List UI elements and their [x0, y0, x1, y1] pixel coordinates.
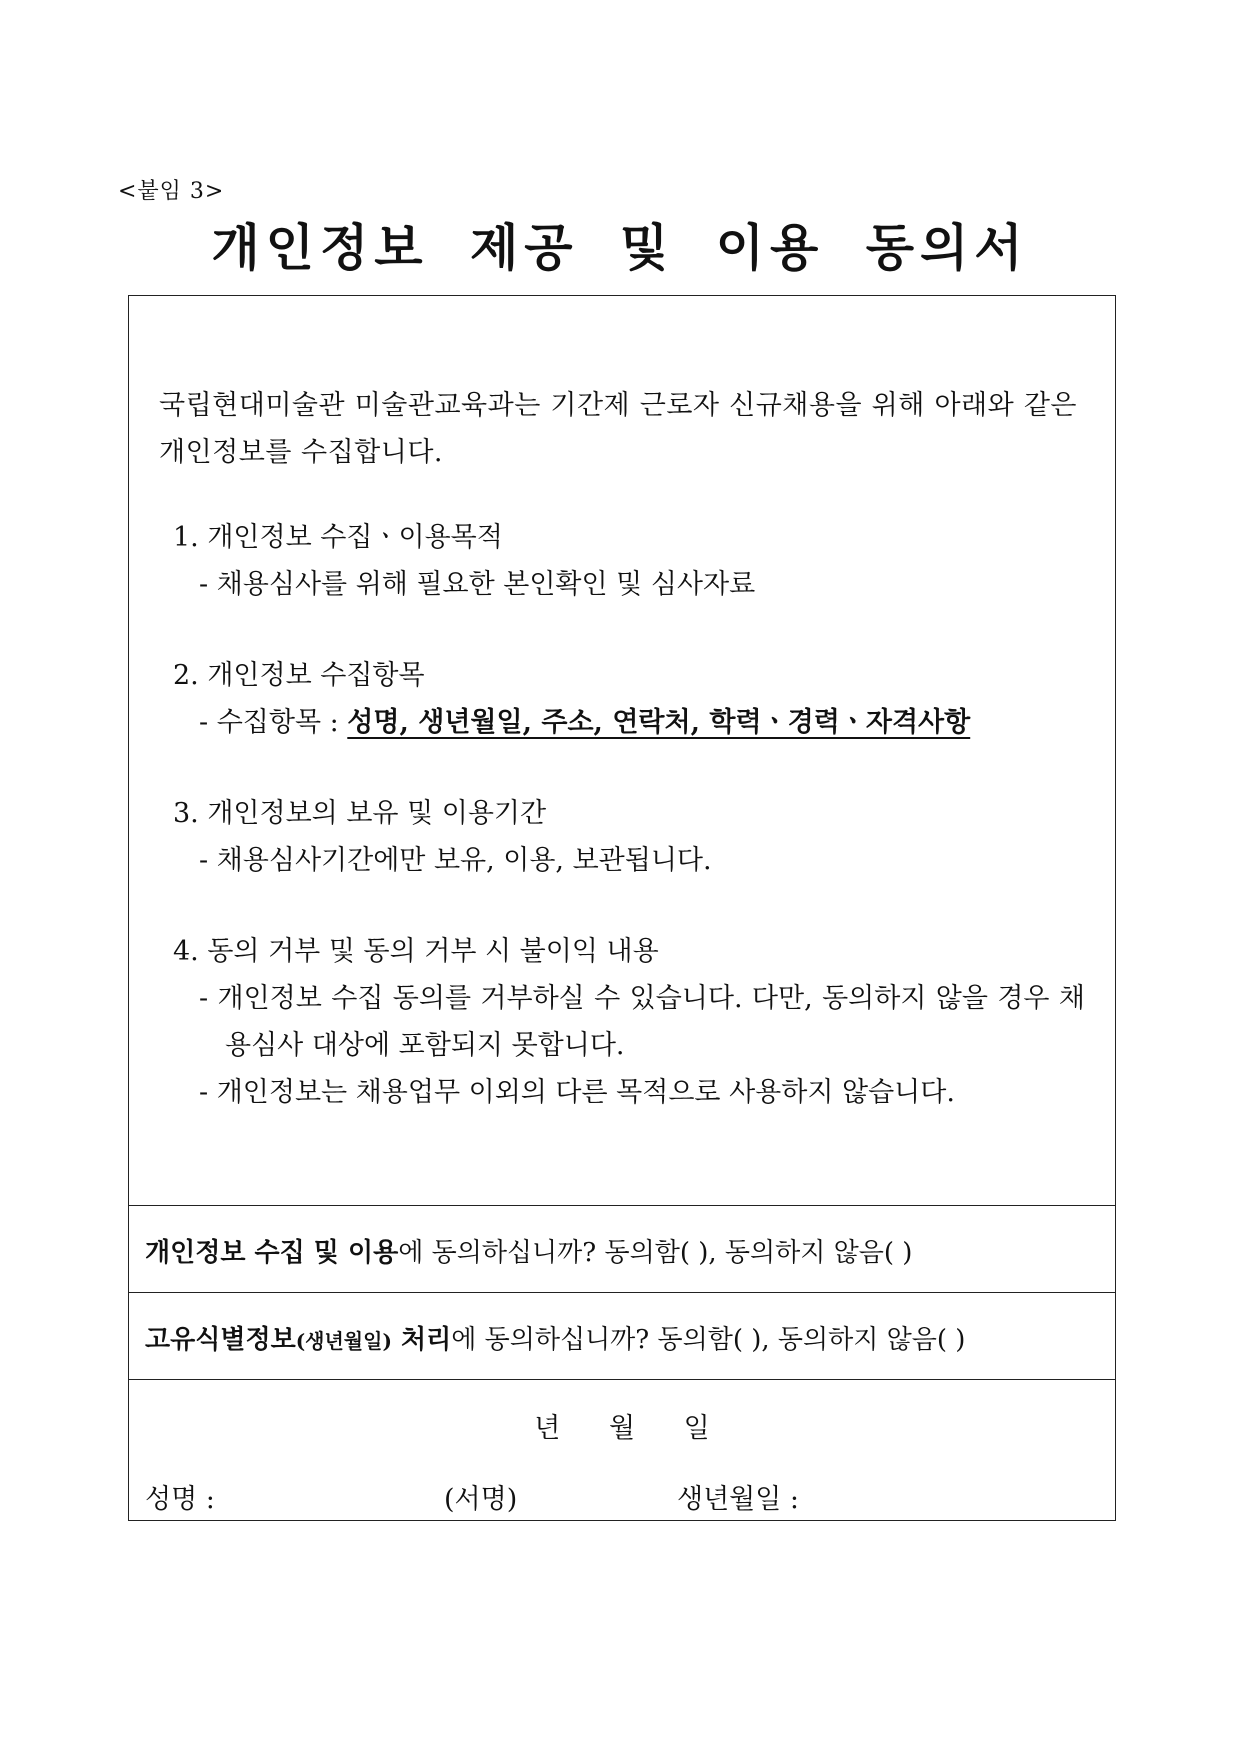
- item-heading: 3. 개인정보의 보유 및 이용기간: [173, 798, 547, 829]
- consent-subject: 개인정보 수집 및 이용: [145, 1238, 399, 1268]
- consent-subject-note: (생년월일): [295, 1329, 392, 1353]
- item-heading: 1. 개인정보 수집ㆍ이용목적: [173, 522, 503, 553]
- consent-row-personal-info: [129, 1205, 1115, 1292]
- consent-question: [145, 1232, 912, 1269]
- birthdate-label[interactable]: 생년월일 :: [677, 1484, 800, 1515]
- item-line: [199, 699, 1073, 746]
- signature-row: [129, 1379, 1115, 1522]
- date-line[interactable]: 년 월 일: [534, 1413, 710, 1444]
- intro-paragraph: 국립현대미술관 미술관교육과는 기간제 근로자 신규채용을 위해 아래와 같은 개인정보를 수집합니다.: [159, 390, 1077, 468]
- name-label[interactable]: 성명 :: [145, 1484, 215, 1515]
- item-heading: 4. 동의 거부 및 동의 거부 시 불이익 내용: [173, 936, 659, 967]
- item-collected-fields: [173, 652, 1073, 746]
- item-line: - 개인정보는 채용업무 이외의 다른 목적으로 사용하지 않습니다.: [199, 1077, 955, 1108]
- document-title: 개인정보 제공 및 이용 동의서: [211, 219, 1029, 277]
- item-purpose: [173, 514, 1073, 608]
- item-retention: [173, 790, 1073, 884]
- item-line: - 채용심사를 위해 필요한 본인확인 및 심사자료: [199, 569, 756, 600]
- item-line: - 개인정보 수집 동의를 거부하실 수 있습니다. 다만, 동의하지 않을 경우 채용심사 대상에 포함되지 못합니다.: [199, 983, 1085, 1061]
- item-heading: 2. 개인정보 수집항목: [173, 660, 425, 691]
- consent-row-unique-id: [129, 1292, 1115, 1379]
- item-prefix: - 수집항목 :: [199, 707, 348, 738]
- consent-options[interactable]: 에 동의하십니까? 동의함( ), 동의하지 않음( ): [451, 1325, 966, 1355]
- signature-label[interactable]: (서명): [444, 1484, 518, 1515]
- consent-subject: 고유식별정보: [145, 1325, 296, 1355]
- info-section: [129, 296, 1115, 1206]
- consent-options[interactable]: 에 동의하십니까? 동의함( ), 동의하지 않음( ): [398, 1238, 913, 1268]
- item-refusal: [173, 928, 1085, 1116]
- consent-subject-suffix: 처리: [391, 1325, 452, 1355]
- collected-fields-emphasis: 성명, 생년월일, 주소, 연락처, 학력ㆍ경력ㆍ자격사항: [347, 707, 971, 738]
- consent-question: [145, 1319, 965, 1356]
- consent-form: [128, 295, 1116, 1521]
- attachment-label: <붙임 3>: [118, 179, 225, 204]
- item-line: - 채용심사기간에만 보유, 이용, 보관됩니다.: [199, 845, 712, 876]
